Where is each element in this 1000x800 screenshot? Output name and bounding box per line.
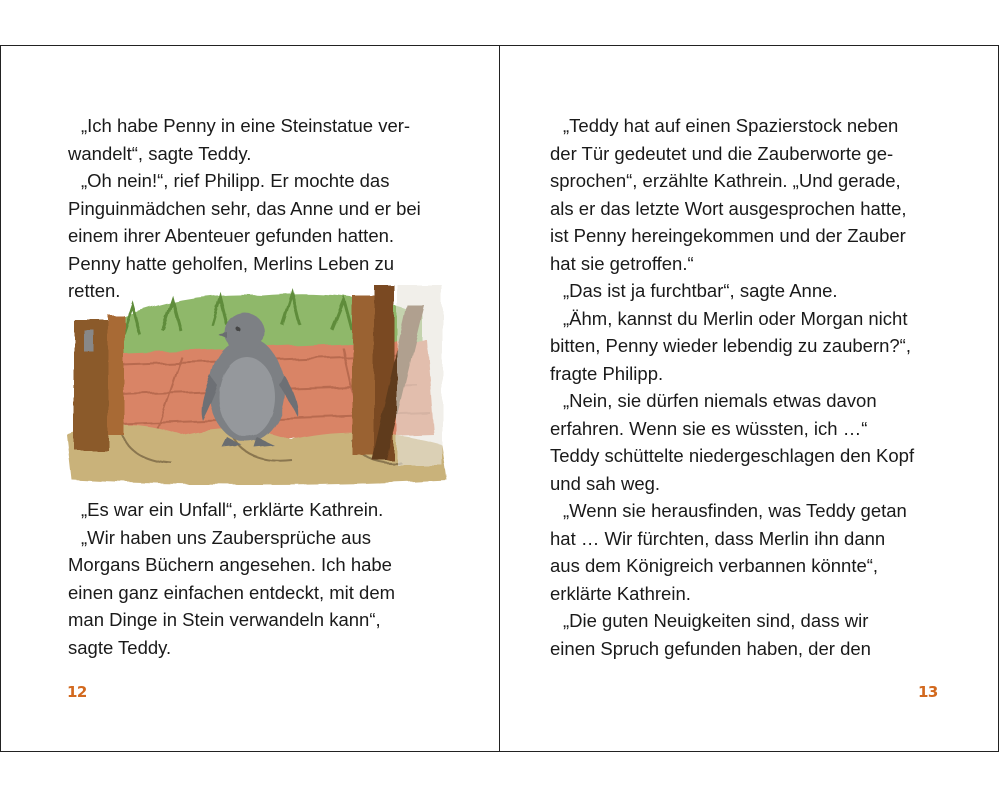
text-line: fragte Philipp. (550, 362, 664, 384)
text-line: der Tür gedeutet und die Zauberworte ge- (550, 142, 894, 164)
text-line: sagte Teddy. (68, 636, 172, 658)
text-line: bitten, Penny wieder lebendig zu zaubern?“, (550, 335, 911, 356)
left-page (0, 45, 499, 752)
text-line: „Nein, sie dürfen niemals etwas davon (563, 390, 877, 411)
text-line: retten. (68, 280, 121, 301)
text-line: einem ihrer Abenteuer gefunden hatten. (68, 225, 395, 246)
text-line: man Dinge in Stein verwandeln kann“, (68, 609, 381, 630)
text-line: einen Spruch gefunden haben, der den (550, 637, 871, 659)
text-line: Morgans Büchern angesehen. Ich habe (68, 554, 392, 575)
text-line: einen ganz einfachen entdeckt, mit dem (68, 581, 396, 603)
text-line: Pinguinmädchen sehr, das Anne und er bei (68, 197, 421, 219)
text-line: aus dem Königreich verbannen könnte“, (550, 555, 879, 576)
page-number-left: 12 (67, 683, 87, 701)
text-line: hat … Wir fürchten, dass Merlin ihn dann (550, 527, 886, 549)
text-line: und sah weg. (550, 472, 661, 494)
text-line: hat sie getroffen.“ (550, 252, 694, 274)
text-line: erfahren. Wenn sie es wüssten, ich …“ (550, 417, 868, 439)
text-line: „Ich habe Penny in eine Steinstatue ver- (81, 115, 411, 136)
left-upper-text (68, 112, 421, 305)
text-line: „Teddy hat auf einen Spazierstock neben (563, 115, 899, 136)
text-line: „Wir haben uns Zaubersprüche aus (81, 526, 371, 548)
text-line: „Wenn sie herausfinden, was Teddy getan (563, 500, 907, 521)
text-line: Penny hatte geholfen, Merlins Leben zu (68, 252, 395, 274)
right-page (500, 45, 999, 752)
right-text (550, 112, 914, 662)
text-line: „Es war ein Unfall“, erklärte Kathrein. (81, 499, 384, 520)
text-line: als er das letzte Wort ausgesprochen hatte, (550, 197, 907, 219)
left-lower-text (68, 496, 395, 661)
text-line: Teddy schüttelte niedergeschlagen den Kopf (550, 445, 915, 466)
text-line: erklärte Kathrein. (550, 582, 691, 604)
page-number-right: 13 (918, 683, 938, 701)
penguin-statue-illustration (62, 285, 454, 485)
text-line: wandelt“, sagte Teddy. (68, 142, 252, 164)
text-line: „Das ist ja furchtbar“, sagte Anne. (563, 280, 838, 301)
text-line: ist Penny hereingekommen und der Zauber (550, 225, 906, 246)
text-line: „Ähm, kannst du Merlin oder Morgan nicht (563, 307, 908, 329)
text-line: sprochen“, erzählte Kathrein. „Und gerade, (550, 170, 901, 191)
text-line: „Die guten Neuigkeiten sind, dass wir (563, 610, 869, 631)
text-line: „Oh nein!“, rief Philipp. Er mochte das (81, 170, 390, 191)
